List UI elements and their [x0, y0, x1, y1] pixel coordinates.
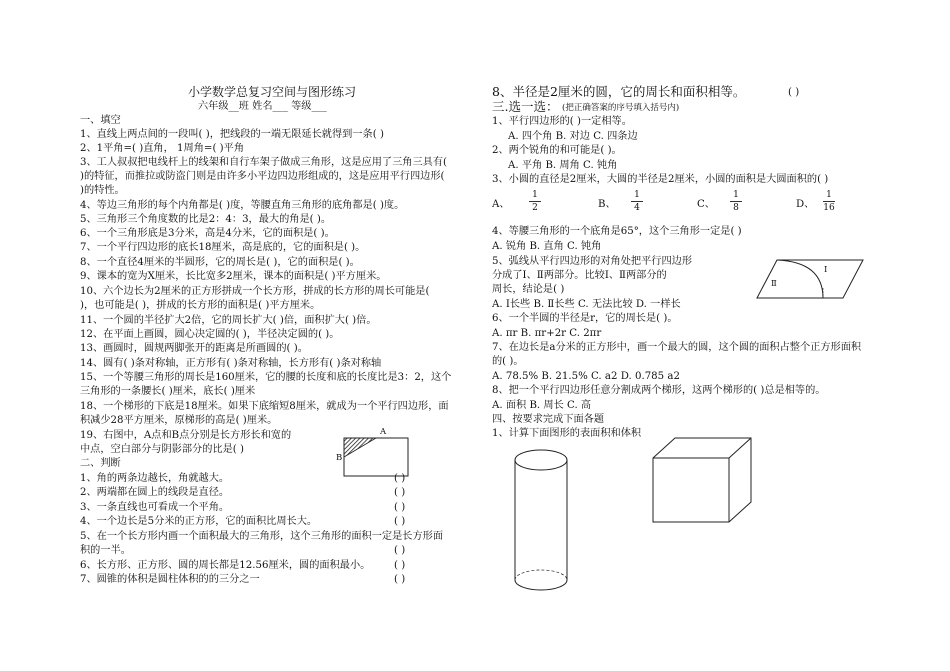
judge-3-paren: ( ) [394, 502, 406, 513]
judge-8-paren: ( ) [788, 87, 800, 98]
fraction-one-eighth [730, 190, 742, 213]
choice-5-line2: 分成了Ⅰ、Ⅱ两部分。比较Ⅰ、Ⅱ两部分的 [492, 270, 667, 281]
choice-7-line2: 的( )。 [492, 356, 524, 367]
page-subtitle: 六年级__班 姓名___ 等级___ [198, 101, 327, 112]
point-b-label: B [336, 453, 343, 463]
region-one-label: Ⅰ [824, 265, 828, 275]
judge-5-line1: 5、在一个长方形内画一个面积最大的三角形，这个三角形的面积一定是长方形面 [80, 531, 444, 542]
fraction-one-sixteenth [823, 190, 835, 213]
judge-1: 1、角的两条边越长，角就越大。 [80, 473, 230, 484]
judge-5-paren: ( ) [394, 545, 406, 556]
section-choice-note: (把正确答案的序号填入括号内) [562, 103, 680, 113]
choice-5-line3: 周长，结论是( ) [492, 284, 565, 295]
judge-6-paren: ( ) [394, 560, 406, 571]
question-9: 9、课本的宽为X厘米，长比宽多2厘米，课本的面积是( )平方厘米。 [80, 271, 387, 282]
question-3-line2: )的特征，而推拉或防盗门则是由许多小平边四边形组成的，这是应用平行四边形( [80, 171, 445, 182]
section-choice: 三.选一选： [492, 99, 559, 114]
question-2: 2、1平角=( )直角， 1周角=( )平角 [80, 143, 245, 154]
judge-2-paren: ( ) [394, 487, 406, 498]
task-1: 1、计算下面图形的表面积和体积 [492, 428, 642, 439]
judge-4: 4、一个边长是5分米的正方形，它的面积比周长大。 [80, 516, 318, 527]
choice-3-option-a: A、 [492, 199, 510, 210]
judge-3: 3、一条直线也可看成一个平角。 [80, 502, 230, 513]
choice-6-options: A. πr B. πr+2r C. 2πr [492, 328, 602, 339]
page-title: 小学数学总复习空间与图形练习 [188, 85, 357, 99]
question-19-line2: 中点，空白部分与阴影部分的比是( ) [80, 444, 244, 455]
cylinder-figure [511, 448, 581, 598]
choice-1-options: A. 四个角 B. 对边 C. 四条边 [508, 131, 638, 142]
question-8: 8、一个直径4厘米的半圆形，它的周长是( )，它的面积是( )。 [80, 257, 360, 268]
fraction-denominator: 8 [733, 203, 739, 213]
judge-2: 2、两端都在圆上的线段是直径。 [80, 487, 230, 498]
choice-8-options: A. 面积 B. 周长 C. 高 [492, 400, 592, 411]
question-12: 12、在平面上画圆，圆心决定圆的( )，半径决定圆的( )。 [80, 329, 340, 340]
choice-5-line1: 5、弧线从平行四边形的对角处把平行四边形 [492, 256, 693, 267]
question-3-line3: )的特性。 [80, 185, 125, 196]
question-14: 14、圆有( )条对称轴，正方形有( )条对称轴，长方形有( )条对称轴 [80, 358, 382, 369]
choice-3-option-b: B、 [598, 199, 616, 210]
judge-4-paren: ( ) [394, 516, 406, 527]
question-10-line1: 10、六个边长为2厘米的正方形拼成一个长方形，拼成的长方形的周长可能是( [80, 286, 430, 297]
question-6: 6、一个三角形底是3分米，高是4分米，它的面积是( )。 [80, 228, 335, 239]
section-judgement: 二、判断 [80, 458, 121, 469]
point-a-label: A [380, 427, 387, 437]
question-19-line1: 19、右图中，A点和B点分别是长方形长和宽的 [80, 430, 292, 441]
section-fill-in: 一、填空 [80, 115, 121, 126]
choice-2-options: A. 平角 B. 周角 C. 钝角 [508, 160, 618, 171]
fraction-numerator: 1 [634, 190, 640, 200]
question-15-line1: 15、一个等腰三角形的周长是160厘米，它的腰的长度和底的长度比是3：2，这个 [80, 372, 452, 383]
question-3-line1: 3、工人叔叔把电线杆上的线架和自行车架子做成三角形，这是应用了三角三具有( [80, 157, 448, 168]
choice-5-options: A. Ⅰ长些 B. Ⅱ长些 C. 无法比较 D. 一样长 [492, 299, 681, 310]
question-15-line2: 三角形的一条腰长( )厘米，底长( )厘米 [80, 386, 256, 397]
question-11: 11、一个圆的半径扩大2倍，它的周长扩大( )倍，面积扩大( )倍。 [80, 315, 377, 326]
choice-7-options: A. 78.5% B. 21.5% C. a2 D. 0.785 a2 [492, 371, 680, 382]
judge-7-paren: ( ) [394, 574, 406, 585]
fraction-one-half [529, 190, 541, 213]
choice-2: 2、两个锐角的和可能是( )。 [492, 145, 622, 156]
region-two-label: Ⅱ [771, 279, 777, 289]
fraction-numerator: 1 [733, 190, 739, 200]
question-10-line2: )，也可能是( )，拼成的长方形的面积是( )平方厘米。 [80, 300, 321, 311]
question-13: 13、画圆时，圆规两脚张开的距离是所画圆的( )。 [80, 343, 308, 354]
fraction-denominator: 16 [823, 203, 835, 213]
question-18-line2: 积减少28平方厘米，原梯形的高是( )厘米。 [80, 415, 278, 426]
choice-3-option-c: C、 [697, 199, 715, 210]
fraction-denominator: 4 [634, 203, 640, 213]
judge-7: 7、圆锥的体积是圆柱体积的的三分之一 [80, 574, 260, 585]
fraction-denominator: 2 [532, 203, 538, 213]
choice-8: 8、把一个平行四边形任意分割成两个梯形，这两个梯形的( )总是相等的。 [492, 385, 826, 396]
choice-7-line1: 7、在边长是a分米的正方形中，画一个最大的圆，这个圆的面积占整个正方形面积 [492, 342, 862, 353]
fraction-numerator: 1 [826, 190, 832, 200]
section-tasks: 四、按要求完成下面各题 [492, 414, 605, 425]
choice-4: 4、等腰三角形的一个底角是65°，这个三角形一定是( ) [492, 226, 742, 237]
choice-3: 3、小圆的直径是2厘米，大圆的半径是2厘米，小圆的面积是大圆面积的( ) [492, 174, 829, 185]
question-18-line1: 18、一个梯形的下底是18厘米。如果下底缩短8厘米，就成为一个平行四边形，面 [80, 401, 449, 412]
question-7: 7、一个平行四边形的底长18厘米，高是底的，它的面积是( )。 [80, 242, 366, 253]
choice-4-options: A. 锐角 B. 直角 C. 钝角 [492, 241, 602, 252]
fraction-numerator: 1 [532, 190, 538, 200]
judge-5-line2: 积的一半。 [80, 545, 131, 556]
judge-6: 6、长方形、正方形、圆的周长都是12.56厘米，圆的面积最小。 [80, 560, 371, 571]
cuboid-figure [653, 436, 763, 536]
choice-3-option-d: D、 [796, 199, 815, 210]
judge-1-paren: ( ) [394, 473, 406, 484]
question-5: 5、三角形三个角度数的比是2：4：3，最大的角是( )。 [80, 214, 332, 225]
question-1: 1、直线上两点间的一段叫( )，把线段的一端无限延长就得到一条( ) [80, 129, 384, 140]
choice-6: 6、一个半圆的半径是r，它的周长是( )。 [492, 313, 678, 324]
choice-1: 1、平行四边形的( )一定相等。 [492, 116, 632, 127]
question-4: 4、等边三角形的每个内角都是( )度，等腰直角三角形的底角都是( )度。 [80, 200, 405, 211]
fraction-one-quarter [631, 190, 643, 213]
judge-8: 8、半径是2厘米的圆，它的周长和面积相等。 [492, 84, 746, 99]
